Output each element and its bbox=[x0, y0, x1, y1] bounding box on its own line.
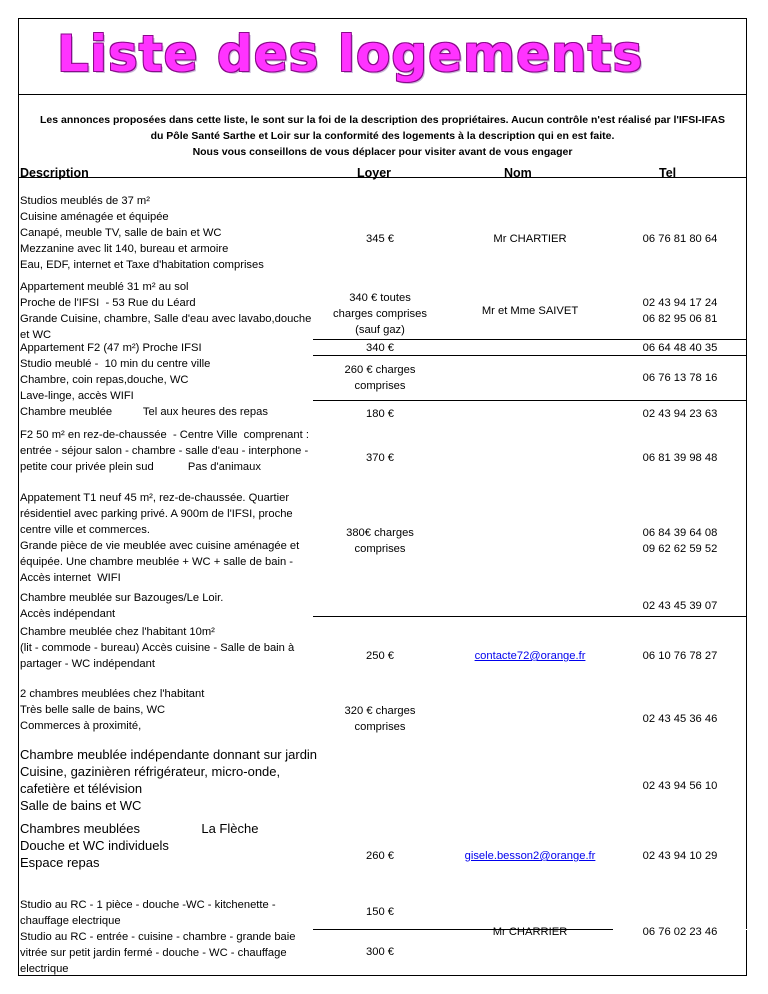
tel-line: 09 62 62 59 52 bbox=[642, 543, 718, 555]
loyer-line: comprises bbox=[354, 543, 406, 555]
listing-loyer: 370 € bbox=[366, 452, 394, 464]
email-link[interactable]: gisele.besson2@orange.fr bbox=[464, 850, 596, 862]
notice-line: du Pôle Santé Sarthe et Loir sur la conformité des logements à la description qui en est faite. bbox=[150, 130, 615, 142]
description-line: Chambres meublées La Flèche bbox=[20, 821, 259, 836]
description-line: Accès internet WIFI bbox=[20, 572, 121, 584]
description-line: Mezzanine avec lit 140, bureau et armoire bbox=[20, 243, 229, 255]
description-line: Appartement F2 (47 m²) Proche IFSI bbox=[20, 342, 202, 354]
listing-loyer: 250 € bbox=[366, 650, 394, 662]
description-line: et WC bbox=[20, 329, 52, 341]
email-link[interactable]: contacte72@orange.fr bbox=[474, 650, 586, 662]
description-line: Espace repas bbox=[20, 855, 100, 870]
description-line: Cuisine aménagée et équipée bbox=[20, 211, 169, 223]
description-line: petite cour privée plein sud Pas d'animaux bbox=[20, 461, 261, 473]
listing-description bbox=[20, 356, 210, 404]
tel-line: 06 84 39 64 08 bbox=[642, 527, 718, 539]
description-line: Proche de l'IFSI - 53 Rue du Léard bbox=[20, 297, 196, 309]
notice-line: Les annonces proposées dans cette liste, le sont sur la foi de la description des propriétaires. Aucun contrôle n'est réalisé par l'IFSI-IFAS bbox=[40, 114, 725, 126]
description-line: electrique bbox=[20, 963, 69, 975]
description-line: cafetière et télévision bbox=[20, 781, 143, 796]
description-line: Douche et WC individuels bbox=[20, 838, 169, 853]
listing-nom bbox=[447, 848, 613, 864]
description-line: Chambre meublée indépendante donnant sur jardin bbox=[20, 747, 318, 762]
listing-tel: 02 43 45 39 07 bbox=[642, 600, 718, 612]
description-line: centre ville et commerces. bbox=[20, 524, 150, 536]
listing-description bbox=[20, 929, 295, 977]
loyer-line: 340 € toutes bbox=[349, 292, 411, 304]
listing-description bbox=[20, 340, 202, 356]
listing-description bbox=[20, 746, 317, 814]
listing-description bbox=[20, 820, 258, 871]
loyer-line: comprises bbox=[354, 380, 406, 392]
listing-nom: Mr CHARTIER bbox=[493, 233, 567, 245]
listing-loyer bbox=[313, 703, 447, 735]
listing-loyer: 300 € bbox=[366, 946, 394, 958]
description-line: entrée - séjour salon - chambre - salle d'eau - interphone - bbox=[20, 445, 309, 457]
description-line: Cuisine, gazinièren réfrigérateur, micro-onde, bbox=[20, 764, 281, 779]
description-line: F2 50 m² en rez-de-chaussée - Centre Ville comprenant : bbox=[20, 429, 309, 441]
description-line: Commerces à proximité, bbox=[20, 720, 142, 732]
listing-description bbox=[20, 590, 223, 622]
loyer-line: comprises bbox=[354, 721, 406, 733]
description-line: Chambre, coin repas,douche, WC bbox=[20, 374, 189, 386]
description-line: Studio au RC - 1 pièce - douche -WC - kitchenette - bbox=[20, 899, 276, 911]
loyer-line: (sauf gaz) bbox=[355, 324, 405, 336]
listing-description bbox=[20, 279, 311, 343]
listing-description bbox=[20, 624, 294, 672]
description-line: partager - WC indépendant bbox=[20, 658, 155, 670]
description-line: Très belle salle de bains, WC bbox=[20, 704, 166, 716]
listing-loyer bbox=[313, 290, 447, 338]
description-line: Accès indépendant bbox=[20, 608, 116, 620]
description-line: Grande pièce de vie meublée avec cuisine aménagée et bbox=[20, 540, 300, 552]
listing-description bbox=[20, 897, 276, 929]
description-line: Studio meublé - 10 min du centre ville bbox=[20, 358, 211, 370]
listing-tel: 06 10 76 78 27 bbox=[642, 650, 718, 662]
listing-loyer: 345 € bbox=[366, 233, 394, 245]
listing-loyer: 340 € bbox=[366, 342, 394, 354]
description-line: chauffage electrique bbox=[20, 915, 121, 927]
loyer-line: 320 € charges bbox=[344, 705, 416, 717]
description-line: équipée. Une chambre meublée + WC + salle de bain - bbox=[20, 556, 294, 568]
listing-tel: 06 81 39 98 48 bbox=[642, 452, 718, 464]
description-line: Chambre meublée chez l'habitant 10m² bbox=[20, 626, 215, 638]
listing-tel: 06 64 48 40 35 bbox=[642, 342, 718, 354]
header-tel: Tel bbox=[659, 166, 677, 180]
page-title: Liste des logements bbox=[57, 25, 644, 83]
description-line: Chambre meublée sur Bazouges/Le Loir. bbox=[20, 592, 224, 604]
description-line: Grande Cuisine, chambre, Salle d'eau avec lavabo,douche bbox=[20, 313, 312, 325]
description-line: Studio au RC - entrée - cuisine - chambre - grande baie bbox=[20, 931, 296, 943]
title-box bbox=[19, 19, 746, 95]
header-description: Description bbox=[20, 166, 89, 180]
listing-tel: 02 43 45 36 46 bbox=[642, 713, 718, 725]
listing-loyer bbox=[313, 362, 447, 394]
loyer-line: charges comprises bbox=[333, 308, 427, 320]
listing-nom bbox=[447, 648, 613, 664]
description-line: résidentiel avec parking privé. A 900m de l'IFSI, proche bbox=[20, 508, 293, 520]
loyer-line: 380€ charges bbox=[346, 527, 414, 539]
listing-tel bbox=[613, 295, 747, 327]
row-divider bbox=[18, 177, 747, 178]
tel-line: 06 82 95 06 81 bbox=[642, 313, 718, 325]
description-line: Appatement T1 neuf 45 m², rez-de-chaussée. Quartier bbox=[20, 492, 290, 504]
listing-nom: Mr CHARRIER bbox=[492, 926, 568, 938]
description-line: Chambre meublée Tel aux heures des repas bbox=[20, 406, 268, 418]
listing-tel: 02 43 94 56 10 bbox=[642, 780, 718, 792]
loyer-line: 260 € charges bbox=[344, 364, 416, 376]
listing-tel: 06 76 02 23 46 bbox=[642, 926, 718, 938]
description-line: vitrée sur petit jardin fermé - douche - WC - chauffage bbox=[20, 947, 287, 959]
listing-tel: 02 43 94 10 29 bbox=[642, 850, 718, 862]
header-nom: Nom bbox=[504, 166, 532, 180]
listing-description bbox=[20, 404, 268, 420]
description-line: Appartement meublé 31 m² au sol bbox=[20, 281, 189, 293]
description-line: 2 chambres meublées chez l'habitant bbox=[20, 688, 205, 700]
listing-loyer: 260 € bbox=[366, 850, 394, 862]
listing-loyer bbox=[313, 525, 447, 557]
description-line: Canapé, meuble TV, salle de bain et WC bbox=[20, 227, 222, 239]
description-line: Eau, EDF, internet et Taxe d'habitation comprises bbox=[20, 259, 264, 271]
description-line: Lave-linge, accès WIFI bbox=[20, 390, 134, 402]
listing-loyer: 180 € bbox=[366, 408, 394, 420]
listing-description bbox=[20, 193, 264, 273]
listing-description bbox=[20, 686, 204, 734]
listing-tel: 06 76 81 80 64 bbox=[642, 233, 718, 245]
listing-tel: 02 43 94 23 63 bbox=[642, 408, 718, 420]
description-line: Salle de bains et WC bbox=[20, 798, 142, 813]
notice-line: Nous vous conseillons de vous déplacer pour visiter avant de vous engager bbox=[192, 146, 573, 158]
listing-nom: Mr et Mme SAIVET bbox=[481, 305, 579, 317]
listing-description bbox=[20, 490, 299, 586]
description-line: Studios meublés de 37 m² bbox=[20, 195, 150, 207]
header-loyer: Loyer bbox=[357, 166, 392, 180]
tel-line: 02 43 94 17 24 bbox=[642, 297, 718, 309]
listing-loyer: 150 € bbox=[366, 906, 394, 918]
listing-description bbox=[20, 427, 309, 475]
description-line: (lit - commode - bureau) Accès cuisine - Salle de bain à bbox=[20, 642, 295, 654]
listing-tel bbox=[613, 525, 747, 557]
listing-tel: 06 76 13 78 16 bbox=[642, 372, 718, 384]
row-divider bbox=[313, 400, 747, 401]
row-divider bbox=[313, 616, 747, 617]
